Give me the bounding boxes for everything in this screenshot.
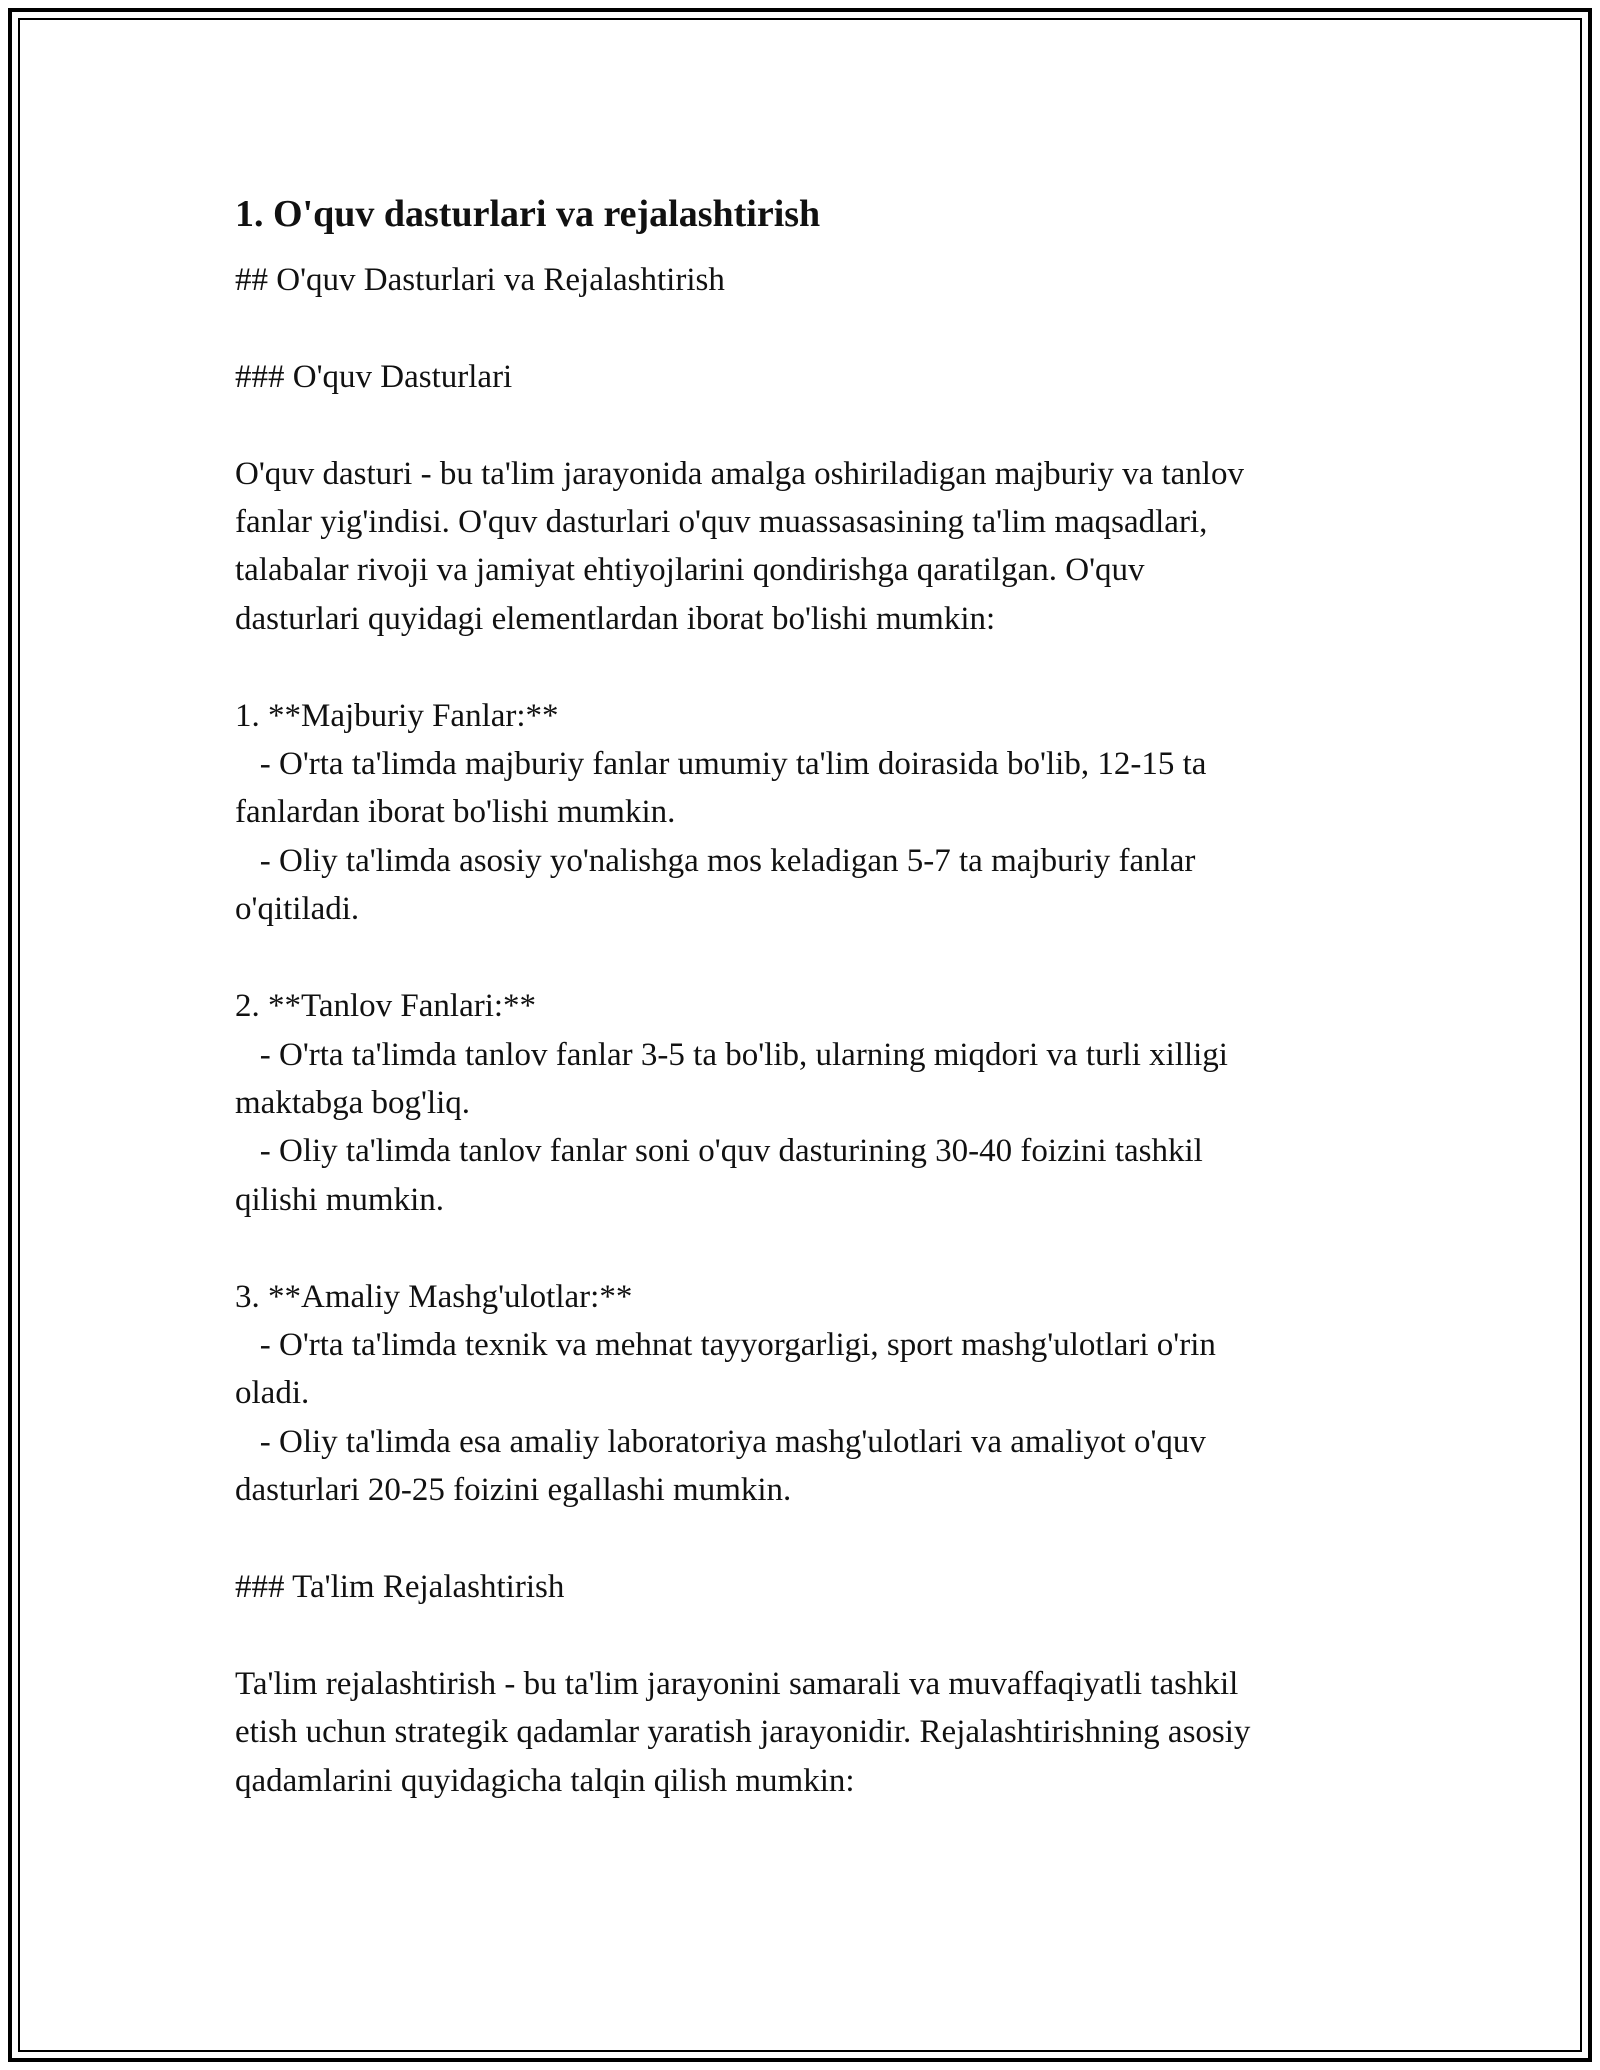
text-line: Ta'lim rejalashtirish - bu ta'lim jarayonini samarali va muvaffaqiyatli tashkil [235,1665,1239,1702]
document-text [235,256,1365,1805]
blank-line [235,401,1365,449]
text-line: o'qitiladi. [235,891,360,928]
document-body [235,188,1365,1805]
text-line: dasturlari quyidagi elementlardan iborat bo'lishi mumkin: [235,600,996,637]
text-line: ### O'quv Dasturlari [235,358,513,395]
text-line: ## O'quv Dasturlari va Rejalashtirish [235,262,725,298]
text-line: 3. **Amaliy Mashg'ulotlar:** [235,1278,633,1315]
document-title: 1. O'quv dasturlari va rejalashtirish [235,193,821,235]
blank-line [235,643,1365,691]
text-line: - Oliy ta'limda tanlov fanlar soni o'quv dasturining 30-40 foizini tashkil [235,1133,1203,1170]
text-line: qilishi mumkin. [235,1181,445,1218]
blank-line [235,304,1365,352]
text-line: 2. **Tanlov Fanlari:** [235,988,537,1025]
text-line: O'quv dasturi - bu ta'lim jarayonida amalga oshiriladigan majburiy va tanlov [235,455,1244,492]
blank-line [235,1224,1365,1272]
blank-line [235,1611,1365,1659]
text-line: fanlardan iborat bo'lishi mumkin. [235,794,676,831]
text-line: oladi. [235,1375,310,1412]
text-line: fanlar yig'indisi. O'quv dasturlari o'quv muassasasining ta'lim maqsadlari, [235,504,1208,541]
text-line: - Oliy ta'limda asosiy yo'nalishga mos keladigan 5-7 ta majburiy fanlar [235,842,1196,879]
text-line: dasturlari 20-25 foizini egallashi mumkin. [235,1472,792,1509]
blank-line [235,1515,1365,1563]
text-line: - O'rta ta'limda tanlov fanlar 3-5 ta bo'lib, ularning miqdori va turli xilligi [235,1036,1228,1073]
text-line: 1. **Majburiy Fanlar:** [235,697,559,734]
text-line: - O'rta ta'limda majburiy fanlar umumiy ta'lim doirasida bo'lib, 12-15 ta [235,746,1207,783]
text-line: ### Ta'lim Rejalashtirish [235,1568,565,1605]
blank-line [235,934,1365,982]
text-line: - O'rta ta'limda texnik va mehnat tayyorgarligi, sport mashg'ulotlari o'rin [235,1326,1216,1363]
text-line: talabalar rivoji va jamiyat ehtiyojlarini qondirishga qaratilgan. O'quv [235,552,1145,589]
text-line: qadamlarini quyidagicha talqin qilish mumkin: [235,1762,855,1799]
text-line: - Oliy ta'limda esa amaliy laboratoriya mashg'ulotlari va amaliyot o'quv [235,1423,1206,1460]
text-line: etish uchun strategik qadamlar yaratish jarayonidir. Rejalashtirishning asosiy [235,1714,1251,1751]
text-line: maktabga bog'liq. [235,1084,471,1121]
